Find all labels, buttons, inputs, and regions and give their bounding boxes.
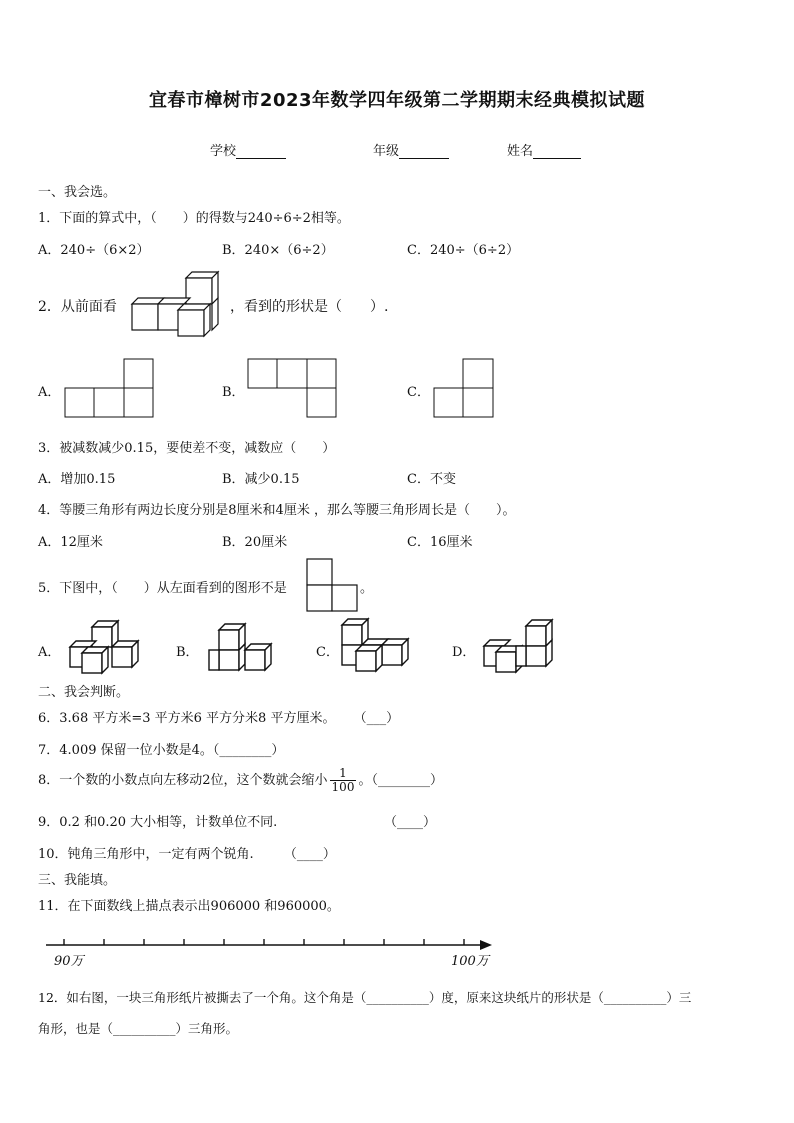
q4-option-c[interactable]: C．16厘米 [407, 535, 473, 550]
q8-fraction [330, 767, 357, 794]
q7-answer-blank[interactable]: （________） [212, 743, 285, 758]
name-blank[interactable] [533, 144, 581, 159]
school-field [210, 140, 286, 159]
q5-reference-shape [306, 558, 358, 612]
q6-text: 6．3.68 平方米=3 平方米6 平方分米8 平方厘米。 [38, 711, 336, 726]
q5-option-c-cubes[interactable] [340, 617, 416, 673]
q3-option-a[interactable]: A．增加0.15 [38, 472, 116, 487]
q8-answer-blank[interactable]: 。（________） [358, 773, 443, 788]
question-8 [38, 767, 443, 794]
grade-label: 年级 [373, 144, 400, 159]
number-line-label-left: 90万 [54, 954, 84, 969]
q8-fraction-denominator: 100 [331, 780, 355, 794]
q2-cube-figure [130, 272, 222, 338]
q5-option-a-cubes[interactable] [66, 620, 140, 676]
number-line-ticks [64, 939, 464, 945]
number-line[interactable] [40, 930, 500, 970]
question-2-prefix: 2．从前面看 [38, 299, 117, 315]
q5-option-d[interactable]: D． [452, 645, 476, 660]
q9-answer-blank[interactable]: （____） [384, 815, 437, 830]
q1-option-a[interactable]: A．240÷（6×2） [38, 243, 150, 258]
q2-option-c[interactable]: C． [407, 385, 430, 400]
question-2-suffix: ，看到的形状是（ ）. [230, 299, 389, 315]
q2-option-a-shape[interactable] [64, 358, 154, 418]
number-line-arrow [480, 940, 492, 950]
question-5-suffix: 。 [360, 581, 374, 596]
question-10 [38, 843, 336, 862]
q7-text: 7．4.009 保留一位小数是4。 [38, 743, 213, 758]
q2-option-a[interactable]: A． [38, 385, 61, 400]
school-label: 学校 [210, 144, 237, 159]
grade-blank[interactable] [399, 144, 449, 159]
question-12-line-2: 角形，也是（__________）三角形。 [38, 1021, 239, 1036]
question-4: 4．等腰三角形有两边长度分别是8厘米和4厘米 ，那么等腰三角形周长是（ ）。 [38, 503, 516, 518]
q10-answer-blank[interactable]: （____） [283, 847, 336, 862]
question-7 [38, 739, 284, 758]
school-blank[interactable] [236, 144, 286, 159]
section-heading-1: 一、我会选。 [38, 185, 117, 200]
section-heading-2: 二、我会判断。 [38, 685, 130, 700]
q2-option-b[interactable]: B． [222, 385, 245, 400]
q5-option-a[interactable]: A． [38, 645, 61, 660]
q8-fraction-numerator: 1 [330, 767, 357, 781]
question-5-prefix: 5．下图中，（ ）从左面看到的图形不是 [38, 581, 287, 596]
q5-option-c[interactable]: C． [316, 645, 339, 660]
question-11: 11．在下面数线上描点表示出906000 和960000。 [38, 899, 340, 914]
number-line-label-right: 100万 [451, 954, 489, 969]
question-9: 9．0.2 和0.20 大小相等，计数单位不同. [38, 815, 278, 830]
q3-option-c[interactable]: C．不变 [407, 472, 456, 487]
name-field [507, 140, 581, 159]
q2-option-b-shape[interactable] [247, 358, 337, 418]
q4-option-b[interactable]: B．20厘米 [222, 535, 288, 550]
q5-option-b-cubes[interactable] [205, 622, 281, 674]
q3-option-b[interactable]: B．减少0.15 [222, 472, 300, 487]
name-label: 姓名 [507, 144, 534, 159]
q1-option-b[interactable]: B．240×（6÷2） [222, 243, 334, 258]
q10-text: 10．钝角三角形中，一定有两个锐角. [38, 847, 254, 862]
page-title: 宜春市樟树市2023年数学四年级第二学期期末经典模拟试题 [148, 90, 646, 111]
question-12-line-1: 12．如右图，一块三角形纸片被撕去了一个角。这个角是（__________）度，原来这块纸片的形状是（__________）三 [38, 990, 692, 1005]
grade-field [373, 140, 449, 159]
q8-text: 8．一个数的小数点向左移动2位，这个数就会缩小 [38, 773, 328, 788]
question-1: 1．下面的算式中，（ ）的得数与240÷6÷2相等。 [38, 211, 350, 226]
question-3: 3．被减数减少0.15，要使差不变，减数应（ ） [38, 441, 336, 456]
q5-option-b[interactable]: B． [176, 645, 199, 660]
section-heading-3: 三、我能填。 [38, 873, 117, 888]
q6-answer-blank[interactable]: （___） [353, 711, 400, 726]
question-6 [38, 707, 399, 726]
q1-option-c[interactable]: C．240÷（6÷2） [407, 243, 520, 258]
q5-option-d-cubes[interactable] [480, 618, 556, 674]
q2-option-c-shape[interactable] [433, 358, 495, 418]
q4-option-a[interactable]: A．12厘米 [38, 535, 103, 550]
